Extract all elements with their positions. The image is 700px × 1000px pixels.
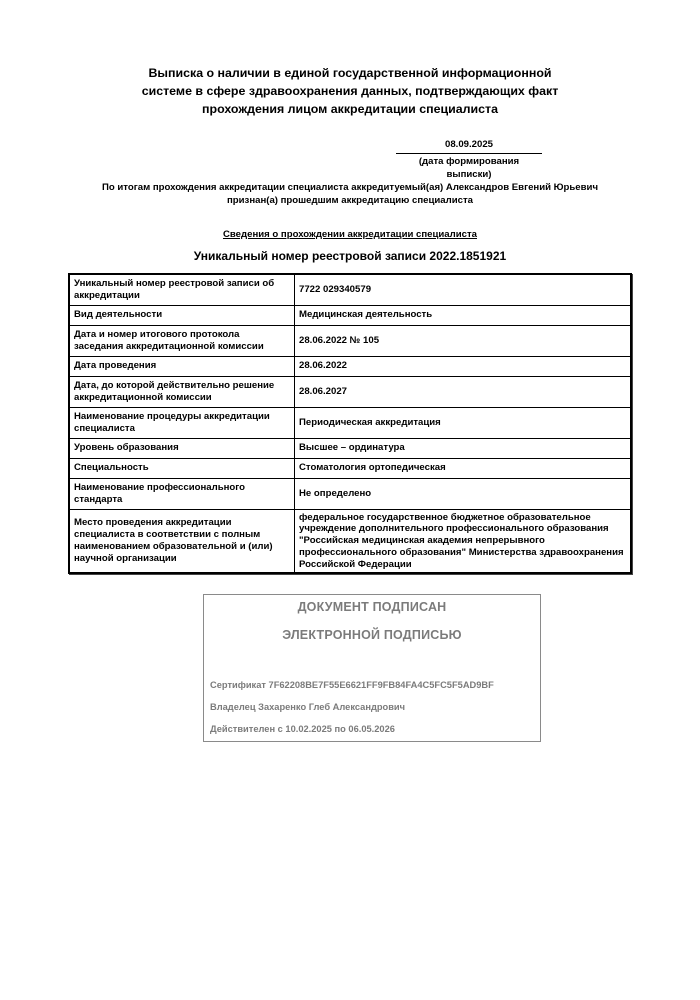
table-row: [69, 407, 631, 438]
row-value: 28.06.2027: [295, 376, 632, 407]
row-label: Уникальный номер реестровой записи об аккредитации: [69, 274, 295, 305]
row-label: Дата проведения: [69, 356, 295, 376]
formation-date-block: [396, 139, 542, 181]
row-value: 28.06.2022: [295, 356, 632, 376]
row-label: Специальность: [69, 458, 295, 478]
row-value: 28.06.2022 № 105: [295, 325, 632, 356]
row-value: федеральное государственное бюджетное образовательное учреждение дополнительного профессионального образования "Российская медицинская академия непрерывного профессионального образования" Министерства здравоохранения Российской Федерации: [295, 509, 632, 573]
stamp-certificate: Сертификат 7F62208BE7F55E6621FF9FB84FA4C5FC5F5AD9BF: [210, 680, 494, 690]
row-label: Наименование процедуры аккредитации специалиста: [69, 407, 295, 438]
stamp-owner: Владелец Захаренко Глеб Александрович: [210, 702, 406, 712]
stamp-validity: Действителен с 10.02.2025 по 06.05.2026: [210, 724, 395, 734]
table-row: [69, 438, 631, 458]
row-label: Место проведения аккредитации специалиста в соответствии с полным наименованием образовательной и (или) научной организации: [69, 509, 295, 573]
registry-number-title: Уникальный номер реестровой записи 2022.1851921: [193, 249, 507, 263]
accreditation-conclusion: [60, 182, 640, 207]
formation-date: 08.09.2025: [396, 139, 542, 154]
table-row: [69, 458, 631, 478]
row-label: Вид деятельности: [69, 305, 295, 325]
table-row: [69, 376, 631, 407]
row-value: Высшее – ординатура: [295, 438, 632, 458]
stamp-heading-electronic: ЭЛЕКТРОННОЙ ПОДПИСЬЮ: [282, 628, 462, 642]
row-value: Не определено: [295, 478, 632, 509]
stamp-heading-signed: ДОКУМЕНТ ПОДПИСАН: [297, 600, 447, 614]
table-row: [69, 356, 631, 376]
formation-date-caption: (дата формирования выписки): [418, 156, 520, 180]
row-label: Уровень образования: [69, 438, 295, 458]
row-value: 7722 029340579: [295, 274, 632, 305]
conclusion-line: признан(а) прошедшим аккредитацию специалиста: [227, 194, 473, 206]
row-label: Наименование профессионального стандарта: [69, 478, 295, 509]
title-line: системе в сфере здравоохранения данных, подтверждающих факт: [141, 84, 559, 98]
document-title: [100, 64, 600, 118]
title-line: Выписка о наличии в единой государственной информационной: [148, 66, 552, 80]
table-row: [69, 305, 631, 325]
table-row: [69, 509, 631, 573]
section-heading: Сведения о прохождении аккредитации специалиста: [222, 229, 477, 240]
row-value: Периодическая аккредитация: [295, 407, 632, 438]
table-row: [69, 325, 631, 356]
row-label: Дата, до которой действительно решение аккредитационной комиссии: [69, 376, 295, 407]
table-row: [69, 274, 631, 305]
accreditation-details-table: [68, 273, 632, 574]
table-row: [69, 478, 631, 509]
conclusion-line: По итогам прохождения аккредитации специалиста аккредитуемый(ая) Александров Евгений Юрьевич: [101, 182, 599, 193]
title-line: прохождения лицом аккредитации специалиста: [202, 102, 498, 116]
row-value: Медицинская деятельность: [295, 305, 632, 325]
row-value: Стоматология ортопедическая: [295, 458, 632, 478]
row-label: Дата и номер итогового протокола заседания аккредитационной комиссии: [69, 325, 295, 356]
electronic-signature-stamp: [203, 594, 541, 742]
